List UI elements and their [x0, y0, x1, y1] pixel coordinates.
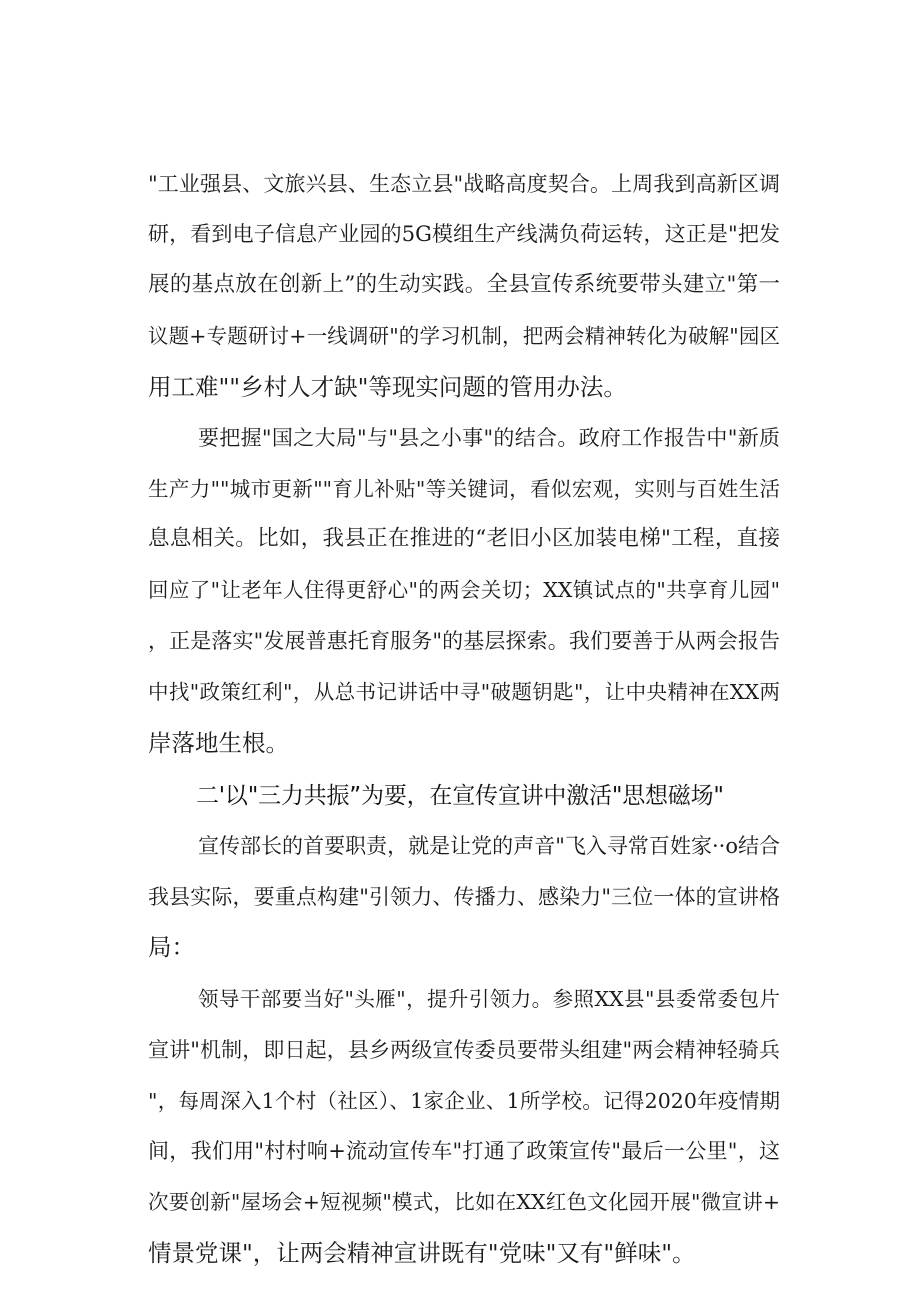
body-text-line: 生产力""城市更新""育儿补贴"等关键词，看似宏观，实则与百姓生活 [148, 477, 780, 501]
body-text-line: "工业强县、文旅兴县、生态立县"战略高度契合。上周我到高新区调 [148, 172, 780, 196]
section-heading: 二'以"三力共振”为要，在宣传宣讲中激活"思想磁场" [196, 783, 724, 809]
body-text-line: 间，我们用"村村响+流动宣传车"打通了政策宣传"最后一公里"，这 [148, 1139, 780, 1163]
body-text-line: 研，看到电子信息产业园的5G模组生产线满负荷运转，这正是"把发 [148, 222, 780, 246]
body-text-line: ，正是落实"发展普惠托育服务"的基层探索。我们要善于从两会报告 [148, 629, 780, 653]
body-text-line: 情景党课"，让两会精神宣讲既有"党味"又有"鲜味"。 [148, 1239, 696, 1267]
body-text-line: 展的基点放在创新上”的生动实践。全县宣传系统要带头建立"第一 [148, 272, 780, 297]
body-text-line: 息息相关。比如，我县正在推进的“老旧小区加装电梯"工程，直接 [148, 526, 780, 551]
body-text-line: 宣讲"机制，即日起，县乡两级宣传委员要带头组建"两会精神轻骑兵 [148, 1038, 780, 1062]
body-text-line: 议题+专题研讨+一线调研"的学习机制，把两会精神转化为破解"园区 [148, 324, 780, 348]
body-text-line: 要把握"国之大局"与"县之小事"的结合。政府工作报告中"新质 [198, 426, 780, 450]
body-text-line: 我县实际，要重点构建"引领力、传播力、感染力"三位一体的宣讲格 [148, 885, 780, 909]
body-text-line: 中找"政策红利"，从总书记讲话中寻"破题钥匙"，让中央精神在XX两 [148, 680, 780, 704]
body-text-line: 用工难""乡村人才缺"等现实问题的管用办法。 [148, 373, 627, 401]
body-text-line: 领导干部要当好"头雁"，提升引领力。参照XX县"县委常委包片 [198, 987, 780, 1011]
body-text-line: 局： [148, 933, 195, 961]
body-text-line: 次要创新"屋场会+短视频"模式，比如在XX红色文化园开展"微宣讲+ [148, 1190, 780, 1214]
body-text-line: 回应了"让老年人住得更舒心"的两会关切；XX镇试点的"共享育儿园" [148, 578, 780, 602]
body-text-line: 岸落地生根。 [148, 729, 289, 757]
body-text-line: "，每周深入1个村（社区）、1家企业、1所学校。记得2020年疫情期 [148, 1089, 780, 1113]
body-text-line: 宣传部长的首要职责，就是让党的声音"飞入寻常百姓家··o结合 [198, 834, 780, 858]
